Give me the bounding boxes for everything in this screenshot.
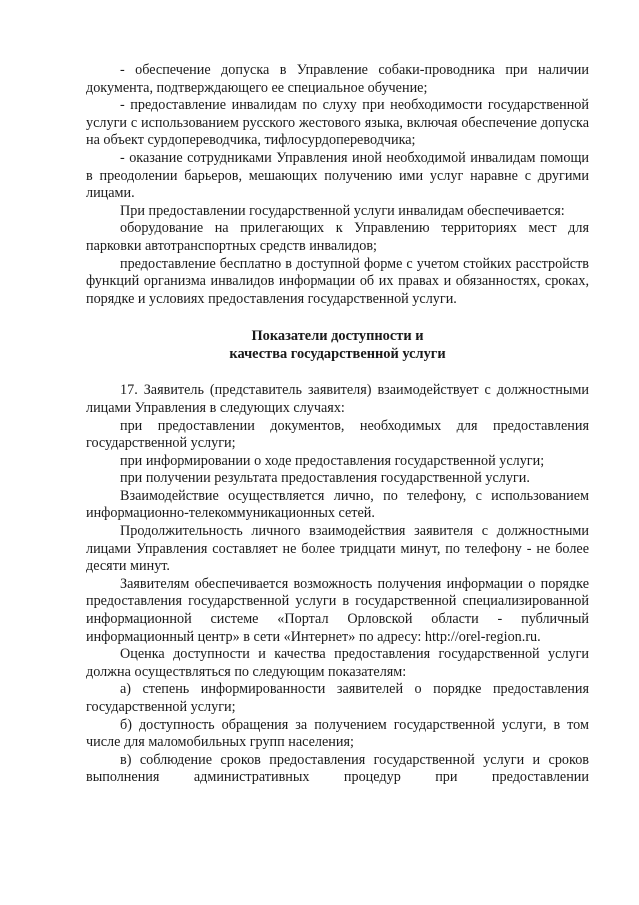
paragraph-staff-assistance: - оказание сотрудниками Управления иной необходимой инвалидам помощи в преодолении барьеров, мешающих получению ими услуг наравне с другими лицами. — [86, 149, 589, 202]
document-page — [86, 62, 589, 787]
paragraph-free-information: предоставление бесплатно в доступной форме с учетом стойких расстройств функций организма инвалидов информации об их правах и обязанностях, сроках, порядке и условиях предоставления государственной услуги. — [86, 255, 589, 307]
paragraph-guide-dog: - обеспечение допуска в Управление собаки-проводника при наличии документа, подтверждающего ее специальное обучение; — [86, 62, 589, 96]
paragraph-case-informing: при информировании о ходе предоставления государственной услуги; — [120, 452, 545, 469]
paragraph-sign-language: - предоставление инвалидам по слуху при необходимости государственной услуги с использованием русского жестового языка, включая обеспечение допуска на объект сурдопереводчика, тифлосурдопереводчика; — [86, 97, 589, 149]
paragraph-portal-information: Заявителям обеспечивается возможность получения информации о порядке предоставления государственной услуги в государственной специализированной информационной системе «Портал Орловской области - публичный информационный центр» в сети «Интернет» по адресу: http://orel-region.ru. — [86, 575, 589, 645]
paragraph-parking: оборудование на прилегающих к Управлению территориях мест для парковки автотранспортных средств инвалидов; — [86, 220, 589, 254]
section-heading-line-1: Показатели доступности и — [251, 328, 424, 345]
paragraph-case-result: при получении результата предоставления государственной услуги. — [120, 470, 530, 487]
paragraph-case-documents: при предоставлении документов, необходимых для предоставления государственной услуги; — [86, 417, 589, 452]
paragraph-interaction-methods: Взаимодействие осуществляется лично, по телефону, с использованием информационно-телекоммуникационных сетей. — [86, 487, 589, 522]
paragraph-interaction-duration: Продолжительность личного взаимодействия заявителя с должностными лицами Управления составляет не более тридцати минут, по телефону - не более десяти минут. — [86, 523, 589, 575]
paragraph-item-17: 17. Заявитель (представитель заявителя) взаимодействует с должностными лицами Управления в следующих случаях: — [86, 382, 589, 416]
section-heading — [86, 327, 589, 363]
section-heading-line-2: качества государственной услуги — [229, 346, 446, 363]
paragraph-quality-indicators: Оценка доступности и качества предоставления государственной услуги должна осуществляться по следующим показателям: — [86, 646, 589, 680]
paragraph-indicator-a: а) степень информированности заявителей о порядке предоставления государственной услуги; — [86, 681, 589, 715]
paragraph-disabled-provision: При предоставлении государственной услуги инвалидам обеспечивается: — [120, 202, 565, 219]
paragraph-indicator-b: б) доступность обращения за получением государственной услуги, в том числе для маломобильных групп населения; — [86, 716, 589, 751]
paragraph-indicator-c: в) соблюдение сроков предоставления государственной услуги и сроков выполнения административных процедур при предоставлении — [86, 751, 589, 786]
